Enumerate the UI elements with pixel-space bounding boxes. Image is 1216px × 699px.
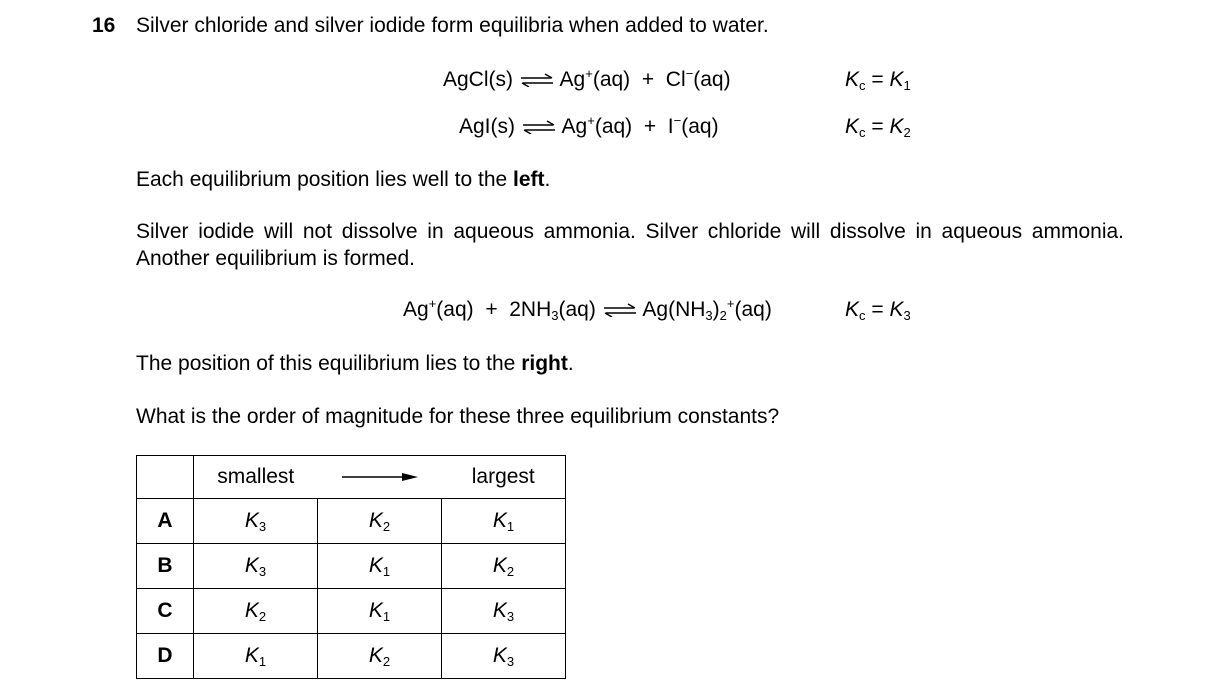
answer-options-table — [136, 455, 566, 679]
option-cell: $K_1$ — [318, 589, 442, 634]
question-prompt: What is the order of magnitude for these three equilibrium constants? — [136, 405, 780, 428]
option-cell: $K_2$ — [318, 499, 442, 544]
eq2-anion: I−(aq) — [667, 113, 719, 138]
option-row-c[interactable] — [137, 589, 566, 634]
option-row-b[interactable] — [137, 544, 566, 589]
eq3-ammonia: $2NH_3(aq)$ — [509, 298, 596, 323]
eq2-silver-ion: Ag+(aq) — [561, 113, 633, 138]
option-cell: $K_2$ — [194, 589, 318, 634]
header-arrow-cell — [318, 456, 442, 499]
question-number: 16 — [92, 14, 116, 37]
eq1-silver-ion: Ag+(aq) — [559, 66, 631, 91]
option-letter: C — [137, 589, 194, 634]
option-letter: D — [137, 634, 194, 679]
equation-agi — [459, 115, 719, 139]
option-cell: $K_3$ — [442, 634, 566, 679]
eq3-silver-ion: Ag+(aq) — [403, 296, 474, 321]
eq1-anion: Cl−(aq) — [665, 66, 731, 91]
position-left-statement: Each equilibrium position lies well to the left. — [136, 168, 551, 191]
option-cell: $K_1$ — [194, 634, 318, 679]
header-empty-cell — [137, 456, 194, 499]
eq1-reactant: AgCl(s) — [443, 68, 514, 91]
eq1-constant: $K_c = K_1$ — [845, 68, 911, 93]
position-right-statement: The position of this equilibrium lies to the right. — [136, 352, 574, 375]
option-row-a[interactable] — [137, 499, 566, 544]
equilibrium-arrow-icon — [521, 120, 557, 134]
eq3-constant: $K_c = K_3$ — [845, 298, 911, 323]
header-largest: largest — [442, 456, 566, 499]
question-intro: Silver chloride and silver iodide form equilibria when added to water. — [136, 14, 769, 37]
option-cell: $K_3$ — [194, 499, 318, 544]
ammonia-paragraph: Silver iodide will not dissolve in aqueous ammonia. Silver chloride will dissolve in aqueous ammonia. Another equilibrium is formed. — [136, 220, 1124, 270]
option-row-d[interactable] — [137, 634, 566, 679]
option-cell: $K_3$ — [194, 544, 318, 589]
eq2-plus: + — [643, 115, 657, 138]
header-smallest: smallest — [194, 456, 318, 499]
eq3-plus: + — [485, 298, 498, 321]
table-header-row — [137, 456, 566, 499]
equation-ammonia — [403, 298, 772, 322]
option-letter: A — [137, 499, 194, 544]
eq2-constant: $K_c = K_2$ — [845, 115, 911, 140]
option-cell: $K_1$ — [442, 499, 566, 544]
eq3-complex: $Ag(NH_3)_2^+(aq)$ — [642, 296, 772, 323]
right-arrow-icon — [340, 471, 420, 483]
option-cell: $K_3$ — [442, 589, 566, 634]
option-cell: $K_2$ — [442, 544, 566, 589]
option-cell: $K_1$ — [318, 544, 442, 589]
equation-agcl — [443, 68, 731, 92]
eq1-plus: + — [641, 68, 655, 91]
option-cell: $K_2$ — [318, 634, 442, 679]
eq2-reactant: AgI(s) — [459, 115, 516, 138]
option-letter: B — [137, 544, 194, 589]
equilibrium-arrow-icon — [602, 303, 638, 317]
equilibrium-arrow-icon — [519, 73, 555, 87]
